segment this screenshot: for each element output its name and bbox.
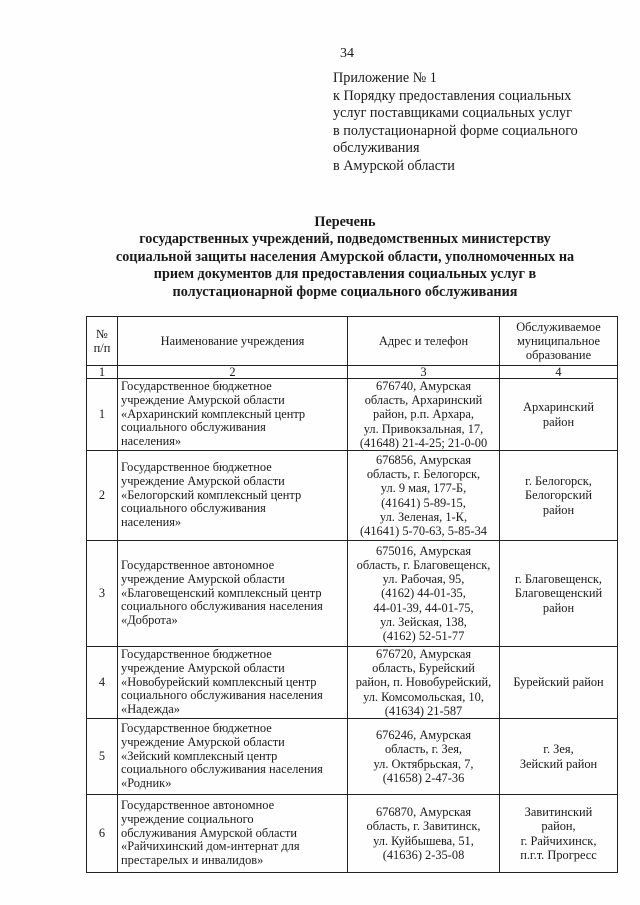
served-area-line: г. Зея,	[543, 742, 574, 757]
institution-name-line: престарелых и инвалидов»	[121, 853, 264, 868]
column-number: 2	[118, 366, 348, 379]
institution-address-line: 676246, Амурская	[375, 728, 472, 743]
institution-address-line: область, г. Благовещенск,	[356, 558, 491, 572]
institution-name-line: обслуживания Амурской области	[121, 825, 298, 840]
institution-address	[348, 795, 500, 873]
served-area	[500, 379, 618, 451]
column-number: 3	[348, 366, 500, 379]
institution-address-line: ул. Октябрьская, 7,	[373, 756, 474, 771]
institution-name-line: социального обслуживания населения	[121, 688, 323, 703]
institution-address-line: (41648) 21-4-25; 21-0-00	[359, 435, 488, 450]
institution-name-line: учреждение Амурской области	[121, 392, 285, 407]
institution-address-line: 44-01-39, 44-01-75,	[373, 600, 474, 615]
institution-name-line: учреждение Амурской области	[121, 660, 285, 675]
title-line: социальной защиты населения Амурской области, уполномоченных на	[115, 248, 575, 265]
institution-address-line: область, г. Завитинск,	[366, 819, 481, 834]
served-area	[500, 795, 618, 873]
institution-name-line: Государственное бюджетное	[121, 721, 272, 736]
served-area-line: район	[542, 414, 575, 429]
institution-name-line: социального обслуживания	[121, 501, 266, 516]
title-line: государственных учреждений, подведомственных министерству	[139, 231, 551, 248]
institution-name-line: «Белогорский комплексный центр	[121, 487, 302, 502]
header-address: Адрес и телефон	[348, 317, 500, 366]
institution-name	[118, 647, 348, 719]
served-area-line: Зейский район	[519, 756, 598, 771]
institution-address-line: область, г. Зея,	[384, 742, 463, 757]
institution-name-line: учреждение социального	[121, 811, 254, 826]
institution-address-line: (4162) 52-51-77	[382, 629, 465, 644]
institution-address-line: (41641) 5-89-15,	[381, 495, 466, 510]
table-row	[87, 379, 618, 451]
served-area-line: район	[542, 502, 575, 517]
institution-name-line: «Зейский комплексный центр	[121, 748, 278, 763]
served-area	[500, 719, 618, 795]
table-row	[87, 451, 618, 541]
institution-address-line: область, г. Белогорск,	[366, 467, 481, 482]
institution-address-line: область, Бурейский	[372, 661, 475, 676]
institution-address	[348, 719, 500, 795]
served-area-line: Бурейский район	[513, 675, 604, 690]
row-number: 4	[87, 647, 118, 719]
served-area-line: Белогорский	[525, 488, 592, 503]
institution-address	[348, 647, 500, 719]
institution-name	[118, 451, 348, 541]
institution-address-line: (41634) 21-587	[384, 703, 463, 718]
institution-name-line: социального обслуживания населения	[121, 762, 323, 777]
served-area-line: г. Благовещенск,	[514, 572, 603, 587]
appendix-line: обслуживания	[333, 140, 420, 157]
institution-name-line: Государственное бюджетное	[121, 647, 272, 662]
table-header-row	[87, 317, 618, 366]
institution-address-line: ул. Рабочая, 95,	[382, 572, 465, 587]
row-number: 3	[87, 541, 118, 647]
institution-name-line: «Новобурейский комплексный центр	[121, 674, 317, 689]
institution-name-line: населения»	[121, 434, 182, 449]
institution-address-line: район, п. Новобурейский,	[355, 675, 492, 690]
institution-name-line: Государственное бюджетное	[121, 460, 272, 475]
served-area-line: Завитинский	[524, 805, 593, 820]
institution-name-line: «Надежда»	[121, 702, 181, 717]
row-number: 1	[87, 379, 118, 451]
institution-address-line: область, Архаринский	[364, 393, 483, 408]
institution-address-line: ул. 9 мая, 177-Б,	[380, 481, 467, 496]
column-number-row	[87, 366, 618, 379]
institution-name-line: Государственное автономное	[121, 558, 275, 573]
institution-name-line: учреждение Амурской области	[121, 473, 285, 488]
institution-name-line: Государственное бюджетное	[121, 379, 272, 394]
title-line: прием документов для предоставления социальных услуг в	[153, 266, 537, 283]
appendix-line: услуг поставщиками социальных услуг	[333, 105, 572, 122]
institution-name-line: «Архаринский комплексный центр	[121, 406, 306, 421]
institution-address	[348, 451, 500, 541]
institution-address	[348, 541, 500, 647]
institution-address-line: 676856, Амурская	[375, 452, 472, 467]
institution-name-line: «Райчихинский дом-интернат для	[121, 839, 300, 854]
institutions-table	[86, 316, 618, 873]
appendix-line: в полустационарной форме социального	[333, 122, 578, 139]
row-number: 5	[87, 719, 118, 795]
institution-name-line: социального обслуживания	[121, 420, 266, 435]
appendix-line: в Амурской области	[333, 157, 455, 174]
header-name: Наименование учреждения	[118, 317, 348, 366]
institution-name	[118, 719, 348, 795]
institution-name-line: социального обслуживания населения	[121, 599, 323, 614]
institution-address-line: 675016, Амурская	[375, 543, 472, 558]
institution-name-line: «Родник»	[121, 776, 172, 791]
institution-address-line: ул. Комсомольская, 10,	[363, 689, 484, 704]
table-row	[87, 795, 618, 873]
served-area-line: г. Райчихинск,	[520, 833, 597, 848]
institution-name	[118, 379, 348, 451]
institution-address-line: ул. Куйбышева, 51,	[373, 833, 474, 848]
institution-address-line: 676720, Амурская	[375, 647, 472, 662]
table-row	[87, 647, 618, 719]
served-area	[500, 451, 618, 541]
institution-address-line: ул. Зеленая, 1-К,	[379, 509, 468, 524]
institution-address-line: (41641) 5-70-63, 5-85-34	[360, 523, 487, 538]
institution-name-line: «Доброта»	[121, 613, 178, 628]
column-number: 1	[87, 366, 118, 379]
institution-address-line: (4162) 44-01-35,	[381, 586, 466, 601]
institution-name-line: учреждение Амурской области	[121, 734, 285, 749]
header-area: Обслуживаемое муниципальное образование	[500, 317, 618, 366]
header-no: № п/п	[87, 317, 118, 366]
title-line: Перечень	[314, 214, 376, 230]
title-line: полустационарной форме социального обслуживания	[172, 283, 518, 300]
table-row	[87, 541, 618, 647]
institution-name	[118, 795, 348, 873]
institution-address-line: 676740, Амурская	[375, 379, 472, 393]
institution-name	[118, 541, 348, 647]
institution-name-line: населения»	[121, 515, 182, 530]
served-area-line: район,	[541, 819, 576, 834]
table-row	[87, 719, 618, 795]
institution-address-line: ул. Зейская, 138,	[380, 614, 467, 629]
row-number: 6	[87, 795, 118, 873]
institution-address-line: 676870, Амурская	[375, 805, 472, 820]
served-area-line: Архаринский	[523, 400, 594, 415]
served-area-line: район	[542, 600, 575, 615]
institution-address-line: (41636) 2-35-08	[382, 847, 465, 862]
served-area	[500, 541, 618, 647]
institution-name-line: учреждение Амурской области	[121, 571, 285, 586]
served-area	[500, 647, 618, 719]
institution-address	[348, 379, 500, 451]
page-number: 34	[340, 46, 354, 61]
appendix-line: к Порядку предоставления социальных	[333, 87, 572, 104]
document-title	[95, 214, 595, 301]
served-area-line: п.г.т. Прогресс	[520, 847, 597, 862]
institution-address-line: (41658) 2-47-36	[382, 770, 465, 785]
row-number: 2	[87, 451, 118, 541]
institution-address-line: ул. Привокзальная, 17,	[363, 421, 484, 436]
column-number: 4	[500, 366, 618, 379]
served-area-line: г. Белогорск,	[525, 474, 592, 489]
institution-name-line: «Благовещенский комплексный центр	[121, 585, 322, 600]
appendix-block	[333, 70, 578, 176]
institution-address-line: район, р.п. Архара,	[373, 407, 474, 422]
institution-name-line: Государственное автономное	[121, 798, 275, 813]
appendix-line: Приложение № 1	[333, 70, 437, 86]
served-area-line: Благовещенский	[514, 586, 603, 601]
